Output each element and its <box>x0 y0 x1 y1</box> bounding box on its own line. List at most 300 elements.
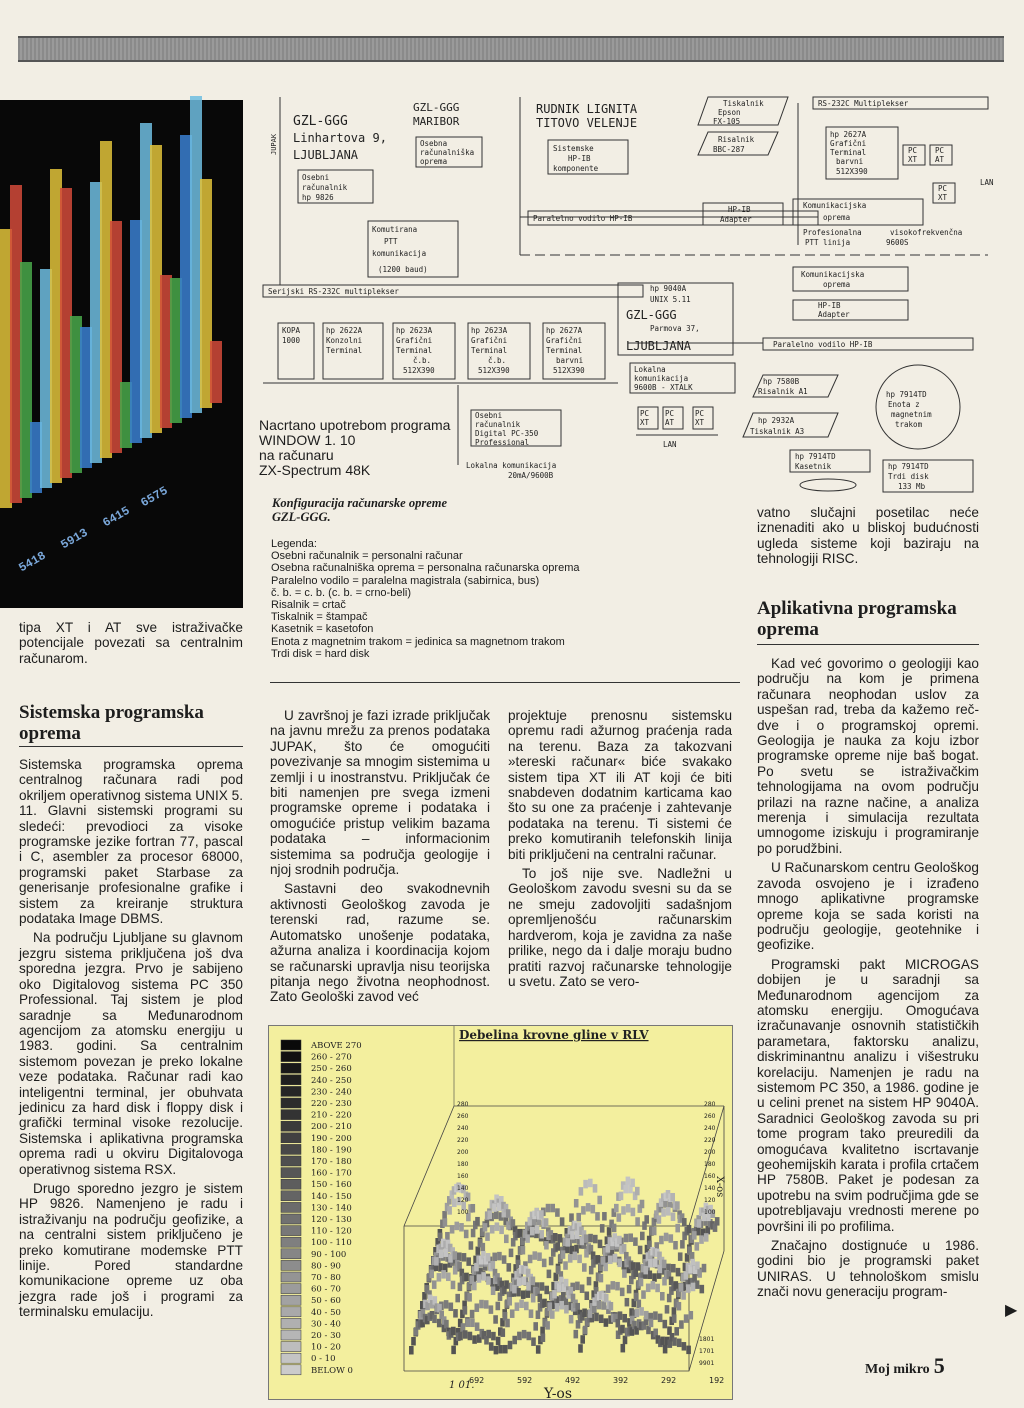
z-tick-left: 180 <box>457 1161 469 1168</box>
surface-cell <box>507 1263 512 1272</box>
surface-cell <box>539 1210 544 1219</box>
legend-range: 190 - 200 <box>311 1133 352 1144</box>
surface-cell <box>492 1253 497 1262</box>
legend-swatch <box>281 1353 301 1363</box>
surface-cell <box>603 1263 608 1272</box>
surface-cell <box>510 1309 515 1318</box>
surface-cell <box>646 1284 651 1293</box>
surface-cell <box>686 1346 691 1355</box>
surface-cell <box>662 1260 667 1269</box>
surface-cell <box>511 1219 516 1228</box>
photo-axis-label: 5913 <box>58 525 91 553</box>
legend-range: 10 - 20 <box>311 1342 341 1353</box>
legend-range: 230 - 240 <box>311 1087 352 1098</box>
legend-swatch <box>281 1156 301 1166</box>
surface-cell <box>544 1241 549 1250</box>
surface-cell <box>561 1250 566 1259</box>
surface-cell <box>469 1241 474 1250</box>
sistemske-line: Sistemske <box>553 144 594 153</box>
surface-cell <box>591 1205 596 1214</box>
note-line: na računaru <box>259 447 334 463</box>
y-tick: 692 <box>469 1376 485 1385</box>
surface-cell <box>649 1319 654 1328</box>
surface-cell <box>696 1227 701 1236</box>
paragraph: U Računarskom centru Geološkog zavoda osvojeno je i izrađeno mnogo aplikativne programske opreme koja se sada koristi na području geologije, geotehnike i geofizike. <box>757 860 979 953</box>
hp9040-line: UNIX 5.11 <box>650 295 691 304</box>
surface-cell <box>472 1282 477 1291</box>
hp2627-top-line: hp 2627A <box>830 130 867 139</box>
surface-cell <box>620 1325 625 1334</box>
kopa-line: KOPA <box>282 326 301 335</box>
surface-cell <box>545 1321 550 1330</box>
z-tick-right: 200 <box>704 1149 716 1156</box>
surface-cell <box>521 1290 526 1299</box>
hp7914-enota-line: magnetnim <box>891 410 932 419</box>
surface-cell <box>659 1236 664 1245</box>
surface-cell <box>516 1288 521 1297</box>
osebni-pc350-line: Professional <box>475 438 530 447</box>
surface-cell <box>669 1234 674 1243</box>
legend-swatch <box>281 1226 301 1236</box>
surface-cell <box>546 1204 551 1213</box>
surface-cell <box>596 1255 601 1264</box>
surface-cell <box>574 1199 579 1208</box>
surface-cell <box>666 1207 671 1216</box>
surface-cell <box>453 1251 458 1260</box>
legend-range: 70 - 80 <box>311 1273 341 1283</box>
legend-range: 120 - 130 <box>311 1215 352 1225</box>
surface-cell <box>504 1235 509 1244</box>
legend-range: 100 - 110 <box>311 1238 352 1249</box>
surface-cell <box>526 1289 531 1298</box>
surface-cell <box>617 1259 622 1268</box>
surface-cell <box>464 1230 469 1239</box>
legend-range: 200 - 210 <box>311 1122 352 1133</box>
surface-cell <box>512 1285 517 1294</box>
surface-cell <box>525 1234 530 1243</box>
hp2623a-line: hp 2623A <box>396 326 433 335</box>
surface-cell <box>486 1276 491 1285</box>
surface-cell <box>667 1294 672 1303</box>
komunikacijska2-line: Komunikacijska <box>801 270 865 279</box>
hp2622-line: Terminal <box>326 346 363 355</box>
continue-arrow-icon: ▶ <box>1005 1302 1018 1319</box>
page-footer <box>865 1353 945 1379</box>
legend-range: 260 - 270 <box>311 1052 352 1063</box>
legend-line: Risalnik = crtač <box>271 599 346 612</box>
sistemske-line: HP-IB <box>568 154 591 163</box>
surface-cell <box>622 1244 627 1253</box>
surface-cell <box>578 1344 583 1353</box>
surface-cell <box>439 1250 444 1259</box>
paralelno-hpib-label: Paralelno vodilo HP-IB <box>533 214 633 223</box>
komutirana-line: komunikacija <box>372 249 427 258</box>
surface-cell <box>555 1208 560 1217</box>
surface-cell <box>444 1248 449 1257</box>
x-tick: 9901 <box>699 1360 715 1367</box>
osebni-pc350-line: Digital PC-350 <box>475 429 539 438</box>
surface-cell <box>585 1292 590 1301</box>
surface-cell <box>676 1268 681 1277</box>
kopa-line: 1000 <box>282 336 301 345</box>
hpib-adapter-line: Adapter <box>720 215 752 224</box>
caption-line: Konfiguracija računarske opreme <box>272 496 448 510</box>
surface-cell <box>593 1235 598 1244</box>
surface-cell <box>638 1246 643 1255</box>
osebni-hp-line: računalnik <box>302 183 348 192</box>
surface-cell <box>587 1277 592 1286</box>
hp7580-line: hp 7580B <box>763 377 800 386</box>
surface-cell <box>635 1217 640 1226</box>
gzl-main-line: LJUBLJANA <box>293 148 359 162</box>
surface-cell <box>673 1241 678 1250</box>
surface-cell <box>471 1204 476 1213</box>
surface-cell <box>503 1345 508 1354</box>
hp2623b-line: Terminal <box>471 346 508 355</box>
surface-cell <box>540 1282 545 1291</box>
surface-cell <box>602 1212 607 1221</box>
surface-cell <box>671 1212 676 1221</box>
paragraph: Na području Ljubljane su glavnom jezgru sistema priključena još dva sporedna jezgra. Prvo je sabijeno oko Digitalovog sistema PC 350 Professional. Taj sistem je plod saradnje sa Međunarodnom agencijom za atomsku energiju u 1983. godini. Sa centralnim sistemom povezan je preko lokalne veze podataka. Računar radi kao inteligentni terminal, jer obuhvata jedinicu za hard disk i floppy disk i grafički terminal visoke rezolucije. Sistemska i aplikativna programska oprema radi u okviru Digitalovoga operativnog sistema RSX. <box>19 930 243 1177</box>
gzl-main-line: Linhartova 9, <box>293 131 387 145</box>
section-heading: Aplikativna programska oprema <box>757 598 957 640</box>
komutirana-line: Komutirana <box>372 225 418 234</box>
z-tick-right: 160 <box>704 1173 716 1180</box>
y-axis-label: Y-os <box>544 1386 573 1402</box>
surface-cell <box>682 1218 687 1227</box>
surface-cell <box>691 1283 696 1292</box>
legend-range: 150 - 160 <box>311 1180 352 1191</box>
surface-cell <box>653 1258 658 1267</box>
surface-cell <box>597 1301 602 1310</box>
surface-cell <box>671 1264 676 1273</box>
legend-swatch <box>281 1179 301 1189</box>
pc-at-line: AT <box>935 155 945 164</box>
surface-cell <box>442 1211 447 1220</box>
surface-cell <box>599 1315 604 1324</box>
surface-cell <box>644 1215 649 1224</box>
surface-cell <box>573 1252 578 1261</box>
legend-range: 90 - 100 <box>311 1249 347 1260</box>
surface-cell <box>475 1322 480 1331</box>
surface-cell <box>582 1309 587 1318</box>
surface-cell <box>552 1290 557 1299</box>
osebna-oprema-line: računalniška <box>420 148 475 157</box>
surface-cell <box>584 1234 589 1243</box>
legend-line: č. b. = c. b. (c. b. = crno-beli) <box>271 586 411 599</box>
legend-swatch <box>281 1272 301 1282</box>
legend-swatch <box>281 1307 301 1317</box>
surface-cell <box>620 1288 625 1297</box>
surface-cell <box>434 1257 439 1266</box>
surface-cell <box>489 1305 494 1314</box>
surface-cell <box>537 1252 542 1261</box>
surface-cell <box>704 1233 709 1242</box>
surface-cell <box>462 1253 467 1262</box>
legend-range: 60 - 70 <box>311 1284 341 1295</box>
y-tick: 592 <box>517 1376 533 1385</box>
surface-cell <box>677 1302 682 1311</box>
legend <box>271 538 671 660</box>
surface-cell <box>686 1284 691 1293</box>
legend-line: Legenda: <box>271 538 317 550</box>
surface-cell <box>486 1253 491 1262</box>
legend-swatch <box>281 1330 301 1340</box>
surface-cell <box>618 1311 623 1320</box>
lokalna-x-line: Lokalna <box>634 365 666 374</box>
surface-cell <box>672 1314 677 1323</box>
legend-swatch <box>281 1284 301 1294</box>
hp9040-line: hp 9040A <box>650 284 687 293</box>
surface-cell <box>544 1286 549 1295</box>
pc-xt-line: XT <box>908 155 918 164</box>
surface-cell <box>692 1273 697 1282</box>
surface-cell <box>535 1225 540 1234</box>
surface-cell <box>641 1290 646 1299</box>
chart-photo <box>0 100 243 608</box>
hp2622-line: Konzolni <box>326 336 363 345</box>
surface-cell <box>451 1346 456 1355</box>
z-tick-right: 180 <box>704 1161 716 1168</box>
photo-bar <box>210 341 222 403</box>
surface-cell <box>483 1223 488 1232</box>
paragraph: projektuje prenosnu sistemsku opremu radi ažurnog praćenja rada na terenu. Baza za takozvani »tereski računar« biće svakako sistem tipa XT ili AT koji će biti snabdeven dodatnim karticama kao što su one za praćenje i zahtevanje podataka na terenu. Ti sistemi će preko komutiranih telefonskih linija biti priključeni na centralni računar. <box>508 708 732 862</box>
surface-cell <box>570 1231 575 1240</box>
surface-cell <box>471 1229 476 1238</box>
surface-cell <box>653 1311 658 1320</box>
hp2623a-line: č.b. <box>413 356 432 365</box>
surface-cell <box>564 1305 569 1314</box>
z-tick-right: 140 <box>704 1185 716 1192</box>
surface-cell <box>475 1217 480 1226</box>
divider <box>270 682 740 683</box>
risalnik-bbc-line: BBC-287 <box>713 145 745 154</box>
surface-cell <box>665 1305 670 1314</box>
surface-cell <box>569 1213 574 1222</box>
surface-cell <box>626 1177 631 1186</box>
surface-cell <box>504 1280 509 1289</box>
surface-cell <box>463 1306 468 1315</box>
surface-cell <box>495 1222 500 1231</box>
osebni-hp-line: Osebni <box>302 173 330 182</box>
surface-cell <box>493 1315 498 1324</box>
legend-line: Osebna računalniška oprema = personalna računarska oprema <box>271 562 580 575</box>
surface-cell <box>681 1291 686 1300</box>
surface-cell <box>533 1251 538 1260</box>
note-line: ZX-Spectrum 48K <box>259 462 371 478</box>
legend-range: 140 - 150 <box>311 1191 352 1202</box>
z-tick-right: 220 <box>704 1137 716 1144</box>
osebna-oprema-line: Osebna <box>420 139 448 148</box>
hp2627-line: Terminal <box>546 346 583 355</box>
surface-cell <box>539 1230 544 1239</box>
surface-cell <box>530 1227 535 1236</box>
surface-cell <box>444 1320 449 1329</box>
hp2623b-line: č.b. <box>488 356 507 365</box>
legend-line: Kasetnik = kasetofon <box>271 623 374 636</box>
legend-line: Tiskalnik = štampač <box>271 611 368 624</box>
surface-cell <box>558 1234 563 1243</box>
legend-range: ABOVE 270 <box>311 1041 362 1051</box>
surface-cell <box>623 1185 628 1194</box>
legend-range: 0 - 10 <box>311 1354 336 1365</box>
surface-cell <box>526 1282 531 1291</box>
pc-xt-line: PC <box>938 184 948 193</box>
surface-cell <box>409 1346 414 1355</box>
surface-cell <box>463 1330 468 1339</box>
surface-cell <box>476 1247 481 1256</box>
surface-cell <box>615 1282 620 1291</box>
surface-cell <box>579 1187 584 1196</box>
legend-swatch <box>281 1040 301 1050</box>
komutirana-line: PTT <box>384 237 398 246</box>
surface-cell <box>580 1284 585 1293</box>
surface-cell <box>692 1231 697 1240</box>
tiskalnik-epson-line: Epson <box>718 108 741 117</box>
surface-cell <box>542 1259 547 1268</box>
surface-cell <box>481 1243 486 1252</box>
hpib-adapter2-line: Adapter <box>818 310 850 319</box>
hp7580-line: Risalnik A1 <box>758 387 808 396</box>
surface-cell <box>623 1336 628 1345</box>
surface-cell <box>568 1254 573 1263</box>
surface-cell <box>464 1273 469 1282</box>
surface-cell <box>660 1337 665 1346</box>
surface-cell <box>626 1204 631 1213</box>
profesionalna-line: PTT linija <box>805 238 851 247</box>
surface-cell <box>644 1311 649 1320</box>
rs232-label: RS-232C Multiplekser <box>818 99 909 108</box>
surface-cell <box>468 1332 473 1341</box>
z-tick-left: 260 <box>457 1113 469 1120</box>
hpib-adapter2-line: HP-IB <box>818 301 841 310</box>
note-line: WINDOW 1. 10 <box>259 432 356 448</box>
legend-range: 180 - 190 <box>311 1145 352 1156</box>
pc-xt3-line: XT <box>695 418 705 427</box>
hpib-adapter-line: HP-IB <box>728 205 751 214</box>
profesionalna-line: visokofrekvenčna <box>890 228 963 237</box>
z-tick-left: 100 <box>457 1209 469 1216</box>
surface-cell <box>494 1346 499 1355</box>
paragraph: U završnoj je fazi izrade priključak na javnu mrežu za prenos podataka JUPAK, što će omogućiti povezivanje sa mnogim sistemima u zemlji i u inostranstvu. Priključak će biti namenjen pre svega izmeni programske opreme i podataka i omogućiće pristup velikim bazama podataka – informacionim sistemima sa područja geologije i njoj srodnih područja. <box>270 708 490 878</box>
surface-cell <box>661 1208 666 1217</box>
x-tick: 1701 <box>699 1348 715 1355</box>
surface-cell <box>622 1269 627 1278</box>
surface-cell <box>484 1300 489 1309</box>
surface-cell <box>674 1281 679 1290</box>
hp7914-kasetnik-line: Kasetnik <box>795 462 832 471</box>
surface-cell <box>544 1218 549 1227</box>
surface-cell <box>625 1298 630 1307</box>
legend-range: BELOW 0 <box>311 1365 353 1376</box>
surface-cell <box>496 1302 501 1311</box>
paragraph: tipa XT i AT sve istraživačke potencijale povezati sa centralnim računarom. <box>19 620 243 666</box>
surface-cell <box>597 1196 602 1205</box>
legend-swatch <box>281 1086 301 1096</box>
z-tick-right: 100 <box>704 1209 716 1216</box>
surface-cell <box>611 1281 616 1290</box>
legend-range: 30 - 40 <box>311 1319 341 1330</box>
surface-cell <box>643 1266 648 1275</box>
legend-swatch <box>281 1168 301 1178</box>
surface-cell <box>652 1273 657 1282</box>
y-prefix: 1 01. <box>449 1380 475 1391</box>
surface-cell <box>609 1302 614 1311</box>
surface-cell <box>527 1332 532 1341</box>
surface-cell <box>502 1255 507 1264</box>
z-tick-right: 240 <box>704 1125 716 1132</box>
surface-cell <box>509 1249 514 1258</box>
map-title: Debelina krovne gline v RLV <box>459 1028 649 1042</box>
surface-cell <box>451 1281 456 1290</box>
surface-cell <box>491 1332 496 1341</box>
surface-cell <box>622 1314 627 1323</box>
surface-cell <box>616 1319 621 1328</box>
legend-range: 20 - 30 <box>311 1331 341 1341</box>
surface-cell <box>648 1259 653 1268</box>
surface-cell <box>580 1335 585 1344</box>
surface-cell <box>588 1234 593 1243</box>
surface-cell <box>505 1319 510 1328</box>
surface-cell <box>432 1315 437 1324</box>
paralelno2-label: Paralelno vodilo HP-IB <box>773 340 873 349</box>
legend-swatch <box>281 1133 301 1143</box>
lokalna-x-line: komunikacija <box>634 374 689 383</box>
surface-cell <box>528 1255 533 1264</box>
surface-cell <box>663 1345 668 1354</box>
paragraph: vatno slučajni posetilac neće iznenaditi ako u bliskoj budućnosti ugleda sisteme koji baziraju na tehnologiji RISC. <box>757 505 979 567</box>
hp2623a-line: 512X390 <box>403 366 435 375</box>
surface-cell <box>564 1279 569 1288</box>
legend-range: 240 - 250 <box>311 1075 352 1086</box>
surface-cell <box>553 1233 558 1242</box>
hp7914-disk-line: 133 Mb <box>898 482 926 491</box>
hp2623b-line: Grafični <box>471 336 508 345</box>
gzl-maribor-line: GZL-GGG <box>413 101 460 114</box>
surface-cell <box>491 1261 496 1270</box>
z-tick-right: 280 <box>704 1101 716 1108</box>
z-tick-left: 160 <box>457 1173 469 1180</box>
surface-cell <box>689 1311 694 1320</box>
surface-cell <box>648 1271 653 1280</box>
surface-cell <box>612 1224 617 1233</box>
hp7914-disk-line: Trdi disk <box>888 472 929 481</box>
surface-cell <box>475 1303 480 1312</box>
caption-line: GZL-GGG. <box>272 510 331 524</box>
x-axis-label: X-os <box>714 1176 725 1198</box>
surface-cell <box>575 1282 580 1290</box>
hp2623b-line: 512X390 <box>478 366 510 375</box>
surface-cell <box>600 1224 605 1233</box>
hp2622-line: hp 2622A <box>326 326 363 335</box>
surface-cell <box>542 1299 547 1308</box>
surface-cell <box>613 1254 618 1263</box>
surface-cell <box>550 1310 555 1319</box>
surface-cell <box>531 1337 536 1346</box>
surface-cell <box>594 1313 599 1322</box>
surface-cell <box>470 1319 475 1328</box>
diagram-note <box>259 418 459 478</box>
surface-cell <box>631 1208 636 1217</box>
legend-range: 170 - 180 <box>311 1157 352 1167</box>
pc-xt-line: PC <box>908 146 918 155</box>
column-1-intro <box>19 620 243 670</box>
legend-swatch <box>281 1191 301 1201</box>
legend-swatch <box>281 1052 301 1062</box>
surface-cell <box>496 1337 501 1346</box>
surface-cell <box>518 1229 523 1238</box>
section-heading: Sistemska programska oprema <box>19 702 204 744</box>
